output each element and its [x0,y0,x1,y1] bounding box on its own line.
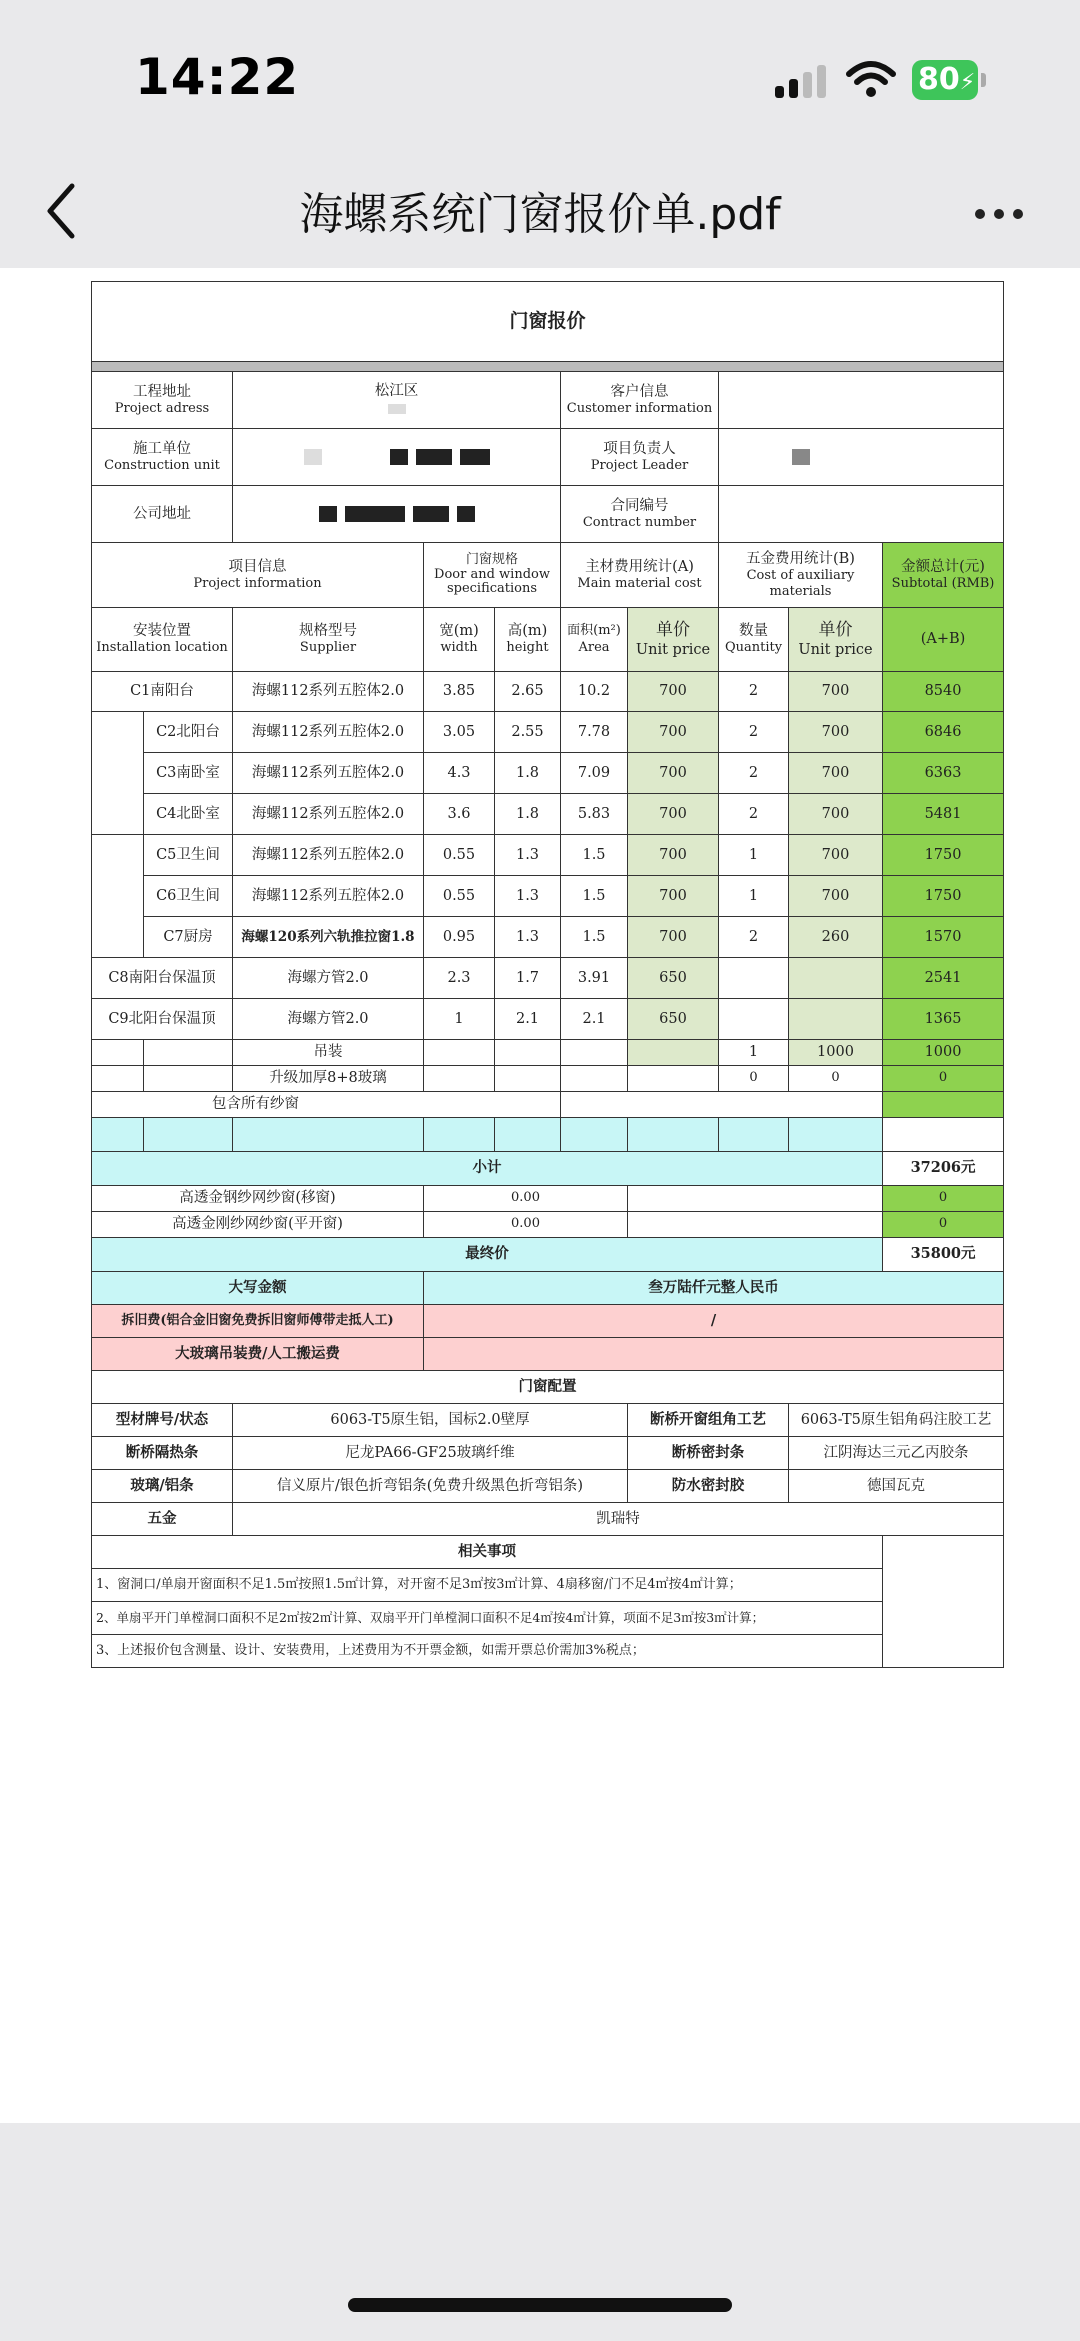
blank-row [92,1118,1004,1152]
notes-title-row: 相关事项 [92,1536,1004,1569]
battery-level: 80 [918,62,960,97]
note-row: 3、上述报价包含测量、设计、安装费用，上述费用为不开票金额，如需开票总价需加3%税点； [92,1635,1004,1668]
config-row: 五金 凯瑞特 [92,1503,1004,1536]
contract-label: 合同编号 [610,497,669,514]
more-options-icon[interactable] [975,204,1035,224]
redacted-construction-value [233,429,561,486]
title-row [92,282,1004,362]
screen-row-1: 高透金钢纱网纱窗(移窗) 0.00 0 [92,1186,1004,1212]
contract-value [719,486,883,543]
glass-upgrade-row: 升级加厚8+8玻璃 0 0 0 [92,1066,1004,1092]
construction-label: 施工单位 [133,440,191,457]
status-time: 14:22 [135,48,300,106]
pdf-page[interactable] [0,268,1080,2123]
table-row: C7厨房 海螺120系列六轨推拉窗1.8 0.95 1.3 1.5 700 2 260 1570 [92,917,1004,958]
capital-amount-row: 大写金额 叁万陆仟元整人民币 [92,1272,1004,1305]
nav-bar [0,160,1080,268]
status-bar [0,0,1080,160]
hoist-row: 吊装 1 1000 1000 [92,1040,1004,1066]
table-row: C9北阳台保温顶 海螺方管2.0 1 2.1 2.1 650 1365 [92,999,1004,1040]
column-header-row: 安装位置 Installation location 规格型号 Supplier 宽(m) width 高(m) height 面积(m²) Area 单价 Unit price 数量 Quantity 单价 Unit price (A+B) [92,608,1004,672]
document-title: 海螺系统门窗报价单.pdf [299,189,781,240]
demolition-row: 拆旧费(铝合金旧窗免费拆旧窗师傅带走抵人工) / [92,1305,1004,1338]
company-label: 公司地址 [92,486,233,543]
cellular-signal-icon [773,64,829,100]
info-row-address: 工程地址 Project adress 松江区 客户信息 Customer information [92,372,1004,429]
leader-label: 项目负责人 [603,440,676,457]
screens-row: 包含所有纱窗 [92,1092,1004,1118]
table-row: C2北阳台 海螺112系列五腔体2.0 3.05 2.55 7.78 700 2 700 6846 [92,712,1004,753]
customer-label: 客户信息 [610,383,669,400]
note-row: 2、单扇平开门单樘洞口面积不足2㎡按2㎡计算、双扇平开门单樘洞口面积不足4㎡按4㎡计算，项面不足3㎡按3㎡计算； [92,1602,1004,1635]
note-row: 1、窗洞口/单扇开窗面积不足1.5㎡按照1.5㎡计算，对开窗不足3㎡按3㎡计算、4扇移窗/门不足4㎡按4㎡计算； [92,1569,1004,1602]
info-row-construction: 施工单位 Construction unit 项目负责人 Project Leader [92,429,1004,486]
config-row: 型材牌号/状态 6063-T5原生铝，国标2.0壁厚 断桥开窗组角工艺 6063-T5原生铝角码注胶工艺 [92,1404,1004,1437]
info-row-company: 公司地址 合同编号 Contract number [92,486,1004,543]
table-row: C5卫生间 海螺112系列五腔体2.0 0.55 1.3 1.5 700 1 700 1750 [92,835,1004,876]
wifi-icon [846,60,896,100]
table-row: C6卫生间 海螺112系列五腔体2.0 0.55 1.3 1.5 700 1 700 1750 [92,876,1004,917]
quotation-sheet [91,281,1003,1668]
home-indicator[interactable] [348,2298,732,2312]
battery-icon: 80⚡ [912,60,988,100]
customer-value [719,372,883,429]
sheet-title: 门窗报价 [92,282,1004,362]
table-row: C4北卧室 海螺112系列五腔体2.0 3.6 1.8 5.83 700 2 700 5481 [92,794,1004,835]
redacted-leader-value [719,429,883,486]
config-row: 断桥隔热条 尼龙PA66-GF25玻璃纤维 断桥密封条 江阴海达三元乙丙胶条 [92,1437,1004,1470]
group-header-row: 项目信息 Project information 门窗规格 Door and window specifications 主材费用统计(A) Main material cost 五金费用统计(B) Cost of auxiliary materials 金额总计(元) Subtotal (RMB) [92,543,1004,608]
subtotal-row: 小计 37206元 [92,1152,1004,1186]
config-title-row: 门窗配置 [92,1371,1004,1404]
table-row: C1南阳台 海螺112系列五腔体2.0 3.85 2.65 10.2 700 2 700 8540 [92,672,1004,712]
final-price-row: 最终价 35800元 [92,1238,1004,1272]
big-glass-row: 大玻璃吊装费/人工搬运费 [92,1338,1004,1371]
quotation-table [91,281,1004,1668]
project-address-label: 工程地址 [133,383,191,400]
redacted-company-value [233,486,561,543]
table-row: C3南卧室 海螺112系列五腔体2.0 4.3 1.8 7.09 700 2 700 6363 [92,753,1004,794]
project-address-value: 松江区 [374,382,419,399]
screen-row-2: 高透金刚纱网纱窗(平开窗) 0.00 0 [92,1212,1004,1238]
config-row: 玻璃/铝条 信义原片/银色折弯铝条(免费升级黑色折弯铝条) 防水密封胶 德国瓦克 [92,1470,1004,1503]
table-row: C8南阳台保温顶 海螺方管2.0 2.3 1.7 3.91 650 2541 [92,958,1004,999]
